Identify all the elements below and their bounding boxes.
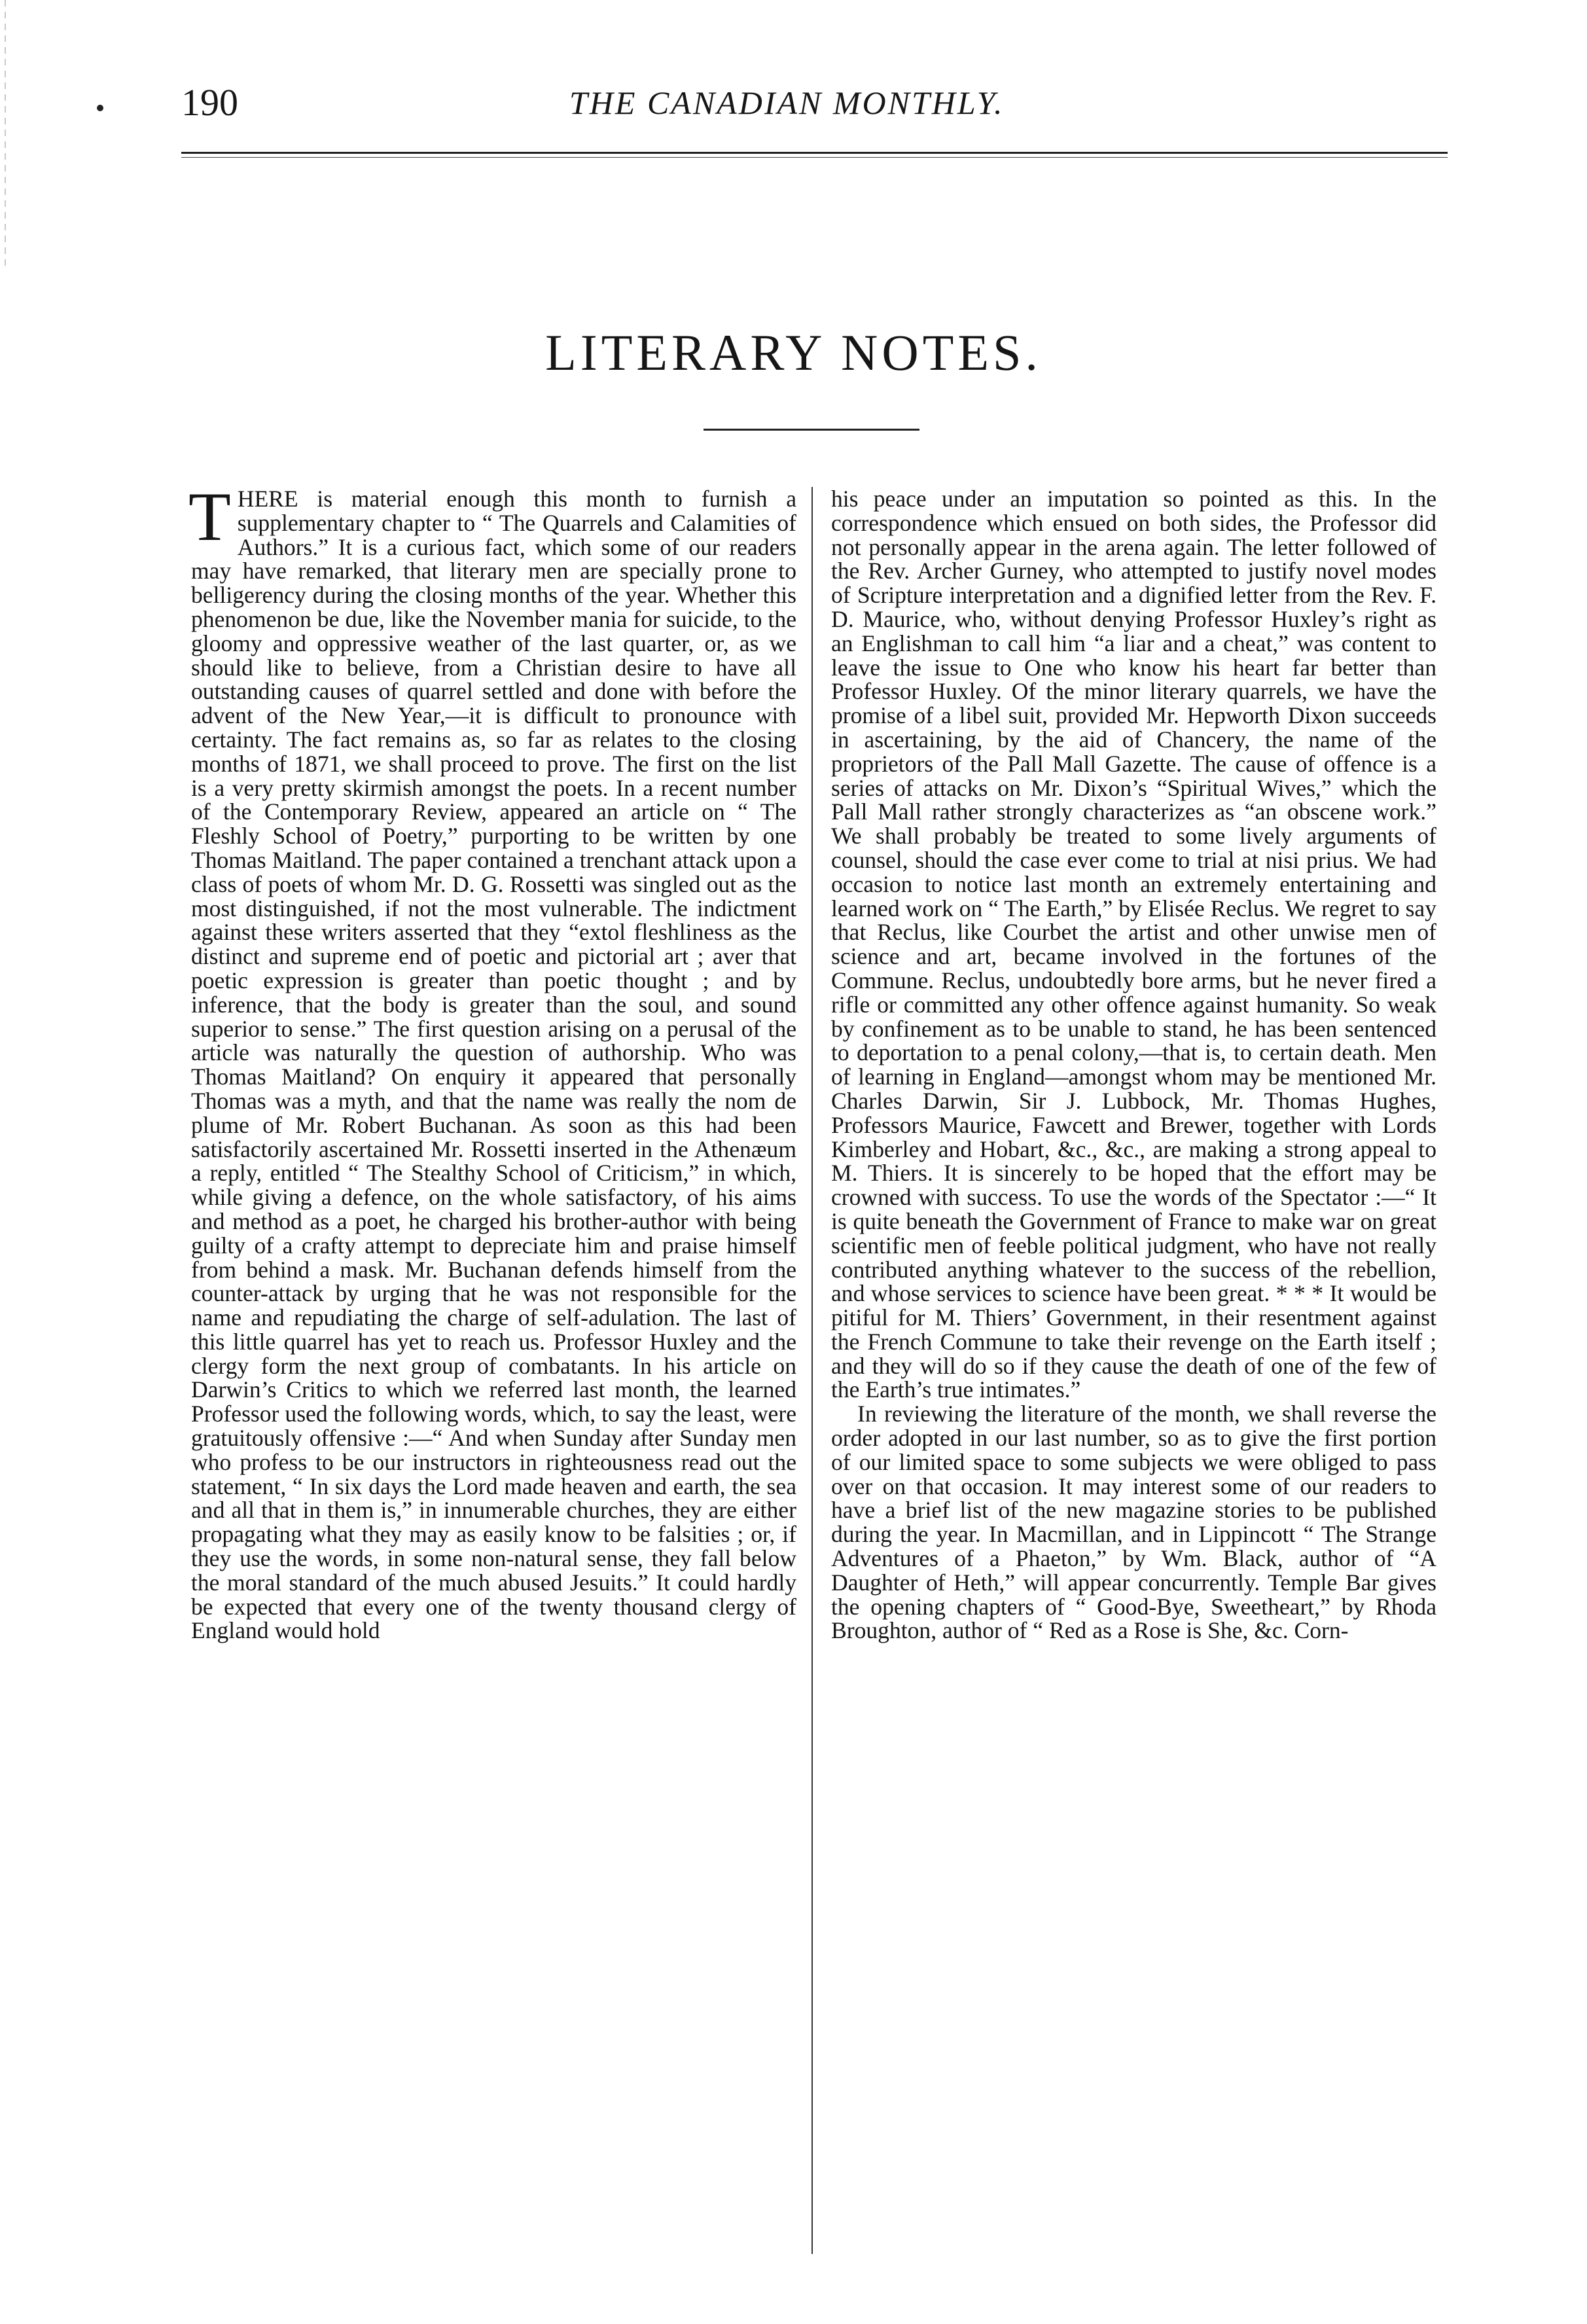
right-column (831, 487, 1436, 1643)
running-title: THE CANADIAN MONTHLY. (569, 84, 1005, 121)
header-rule-thin (181, 157, 1448, 158)
left-column (188, 478, 796, 1644)
left-column-text: HERE is material enough this month to furnish a supplementary chapter to “ The Quarrels and Calamities of Authors.” It is a curious fact, which some of our readers may have remarked, that literary men are specially prone to belligerency during the closing months of the year. Whether this phenomenon be due, like the November mania for suicide, to the gloomy and oppressive weather of the last quarter, or, as we should like to believe, from a Christian desire to have all outstanding causes of quarrel settled and done with before the advent of the New Year,—it is difficult to pronounce with certainty. The fact remains as, so far as relates to the closing months of 1871, we shall proceed to prove. The first on the list is a very pretty skirmish amongst the poets. In a recent number of the Contemporary Review, appeared an article on “ The Fleshly School of Poetry,” purporting to be written by one Thomas Maitland. The paper contained a trenchant attack upon a class of poets of whom Mr. D. G. Rossetti was singled out as the most distinguished, if not the most vulnerable. The indictment against these writers asserted that they “extol fleshliness as the distinct and supreme end of poetic and pictorial art ; aver that poetic expression is greater than poetic thought ; and by inference, that the body is greater than the soul, and sound superior to sense.” The first question arising on a perusal of the article was naturally the question of authorship. Who was Thomas Maitland? On enquiry it appeared that personally Thomas was a myth, and that the name was really the nom de plume of Mr. Robert Buchanan. As soon as this had been satisfactorily ascertained Mr. Rossetti inserted in the Athenæum a reply, entitled “ The Stealthy School of Criticism,” in which, while giving a defence, on the whole satisfactory, of his aims and method as a poet, he charged his brother-author with being guilty of a crafty attempt to depreciate him and praise himself from behind a mask. Mr. Buchanan defends himself from the counter-attack by urging that he was not responsible for the name and repudiating the charge of self-adulation. The last of this little quarrel has yet to reach us. Professor Huxley and the clergy form the next group of combatants. In his article on Darwin’s Critics to which we referred last month, the learned Professor used the following words, which, to say the least, were gratuitously offensive :—“ And when Sunday after Sunday men who profess to be our instructors in righteousness read out the statement, “ In six days the Lord made heaven and earth, the sea and all that in them is,” in innumerable churches, they are either propagating what they may as easily know to be falsities ; or, if they use the words, in some non-natural sense, they fall below the moral standard of the much abused Jesuits.” It could hardly be expected that every one of the twenty thousand clergy of England would hold (191, 486, 796, 1644)
article-title: LITERARY NOTES. (545, 324, 1042, 381)
page-number: 190 (181, 81, 238, 124)
opening-paragraph (188, 478, 796, 1644)
column-divider (811, 487, 813, 2254)
right-column-paragraph-1: his peace under an imputation so pointed as this. In the correspondence which ensued on both sides, the Professor did not personally appear in the arena again. The letter followed of the Rev. Archer Gurney, who attempted to justify novel modes of Scripture interpretation and a dignified letter from the Rev. F. D. Maurice, who, without denying Professor Huxley’s right as an Englishman to call him “a liar and a cheat,” was content to leave the issue to One who know his heart far better than Professor Huxley. Of the minor literary quarrels, we have the promise of a libel suit, provided Mr. Hepworth Dixon succeeds in ascertaining, by the aid of Chancery, the name of the proprietors of the Pall Mall Gazette. The cause of offence is a series of attacks on Mr. Dixon’s “Spiritual Wives,” which the Pall Mall rather strongly characterizes as “an obscene work.” We shall probably be treated to some lively arguments of counsel, should the case ever come to trial at nisi prius. We had occasion to notice last month an extremely entertaining and learned work on “ The Earth,” by Elisée Reclus. We regret to say that Reclus, like Courbet the artist and other unwise men of science and art, became involved in the fortunes of the Commune. Reclus, undoubtedly bore arms, but he never fired a rifle or committed any other offence against humanity. So weak by confinement as to be unable to stand, he has been sentenced to deportation to a penal colony,—that is, to certain death. Men of learning in England—amongst whom may be mentioned Mr. Charles Darwin, Sir J. Lubbock, Mr. Thomas Hughes, Professors Maurice, Fawcett and Brewer, together with Lords Kimberley and Hobart, &c., &c., are making a strong appeal to M. Thiers. It is sincerely to be hoped that the effort may be crowned with success. To use the words of the Spectator :—“ It is quite beneath the Government of France to make war on great scientific men of feeble political judgment, who have not really contributed anything whatever to the success of the rebellion, and whose services to science have been great. * * * It would be pitiful for M. Thiers’ Government, in their resentment against the French Commune to take their revenge on the Earth itself ; and they will do so if they cause the death of one of the few of the Earth’s true intimates.” (831, 486, 1436, 1403)
header-rule (181, 152, 1448, 154)
binding-margin-mark (5, 0, 6, 268)
title-rule (704, 429, 919, 431)
right-column-paragraph-2: In reviewing the literature of the month, we shall reverse the order adopted in our last number, so as to give the first portion of our limited space to some subjects we were obliged to pass over on that occasion. It may interest some of our readers to have a brief list of the new magazine stories to be published during the year. In Macmillan, and in Lippincott “ The Strange Adventures of a Phaeton,” by Wm. Black, author of “A Daughter of Heth,” will appear concurrently. Temple Bar gives the opening chapters of “ Good-Bye, Sweetheart,” by Rhoda Broughton, author of “ Red as a Rose is She, &c. Corn- (831, 1401, 1436, 1644)
margin-dot (97, 105, 103, 111)
drop-cap: T (188, 478, 231, 555)
